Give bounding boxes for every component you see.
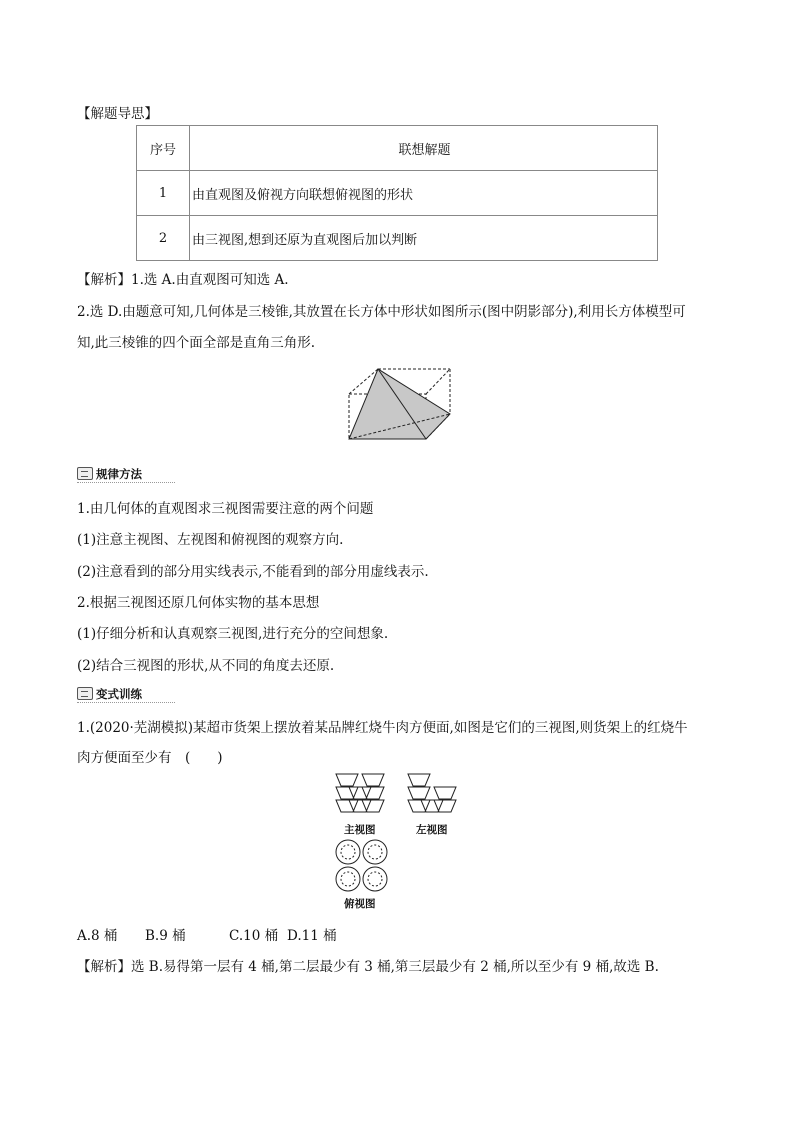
guide-header: 【解题导思】 xyxy=(77,106,158,122)
question-text: 肉方便面至少有 ( ) xyxy=(77,750,223,766)
note-icon xyxy=(77,467,93,480)
left-view-label: 左视图 xyxy=(416,824,448,836)
method-item: (2)结合三视图的形状,从不同的角度去还原. xyxy=(77,658,335,674)
analysis-text: 1.选 A.由直观图可知选 A. xyxy=(131,272,289,288)
option-a: A.8 桶 xyxy=(77,928,118,944)
guide-table xyxy=(136,125,658,261)
method-item: 2.根据三视图还原几何体实物的基本思想 xyxy=(77,595,320,611)
answer-text: 选 B.易得第一层有 4 桶,第二层最少有 3 桶,第三层最少有 2 桶,所以至少有 9 桶,故选 B. xyxy=(131,959,659,975)
practice-tag-label: 变式训练 xyxy=(96,686,142,701)
table-cell: 由三视图,想到还原为直观图后加以判断 xyxy=(190,216,658,261)
method-item: 1.由几何体的直观图求三视图需要注意的两个问题 xyxy=(77,501,374,517)
front-view-figure xyxy=(334,772,388,816)
table-cell: 由直观图及俯视方向联想俯视图的形状 xyxy=(190,171,658,216)
left-view-figure xyxy=(406,772,460,816)
box-edge xyxy=(426,369,450,394)
top-view-label: 俯视图 xyxy=(344,898,376,910)
answer-label: 【解析】 xyxy=(77,959,131,975)
question-text: 1.(2020·芜湖模拟)某超市货架上摆放着某品牌红烧牛肉方便面,如图是它们的三视图,则货架上的红烧牛 xyxy=(77,720,688,736)
top-view-figure xyxy=(334,838,390,894)
pyramid-shadow xyxy=(349,369,450,439)
table-cell: 2 xyxy=(137,216,190,261)
option-c: C.10 桶 xyxy=(229,928,279,944)
methods-tag-label: 规律方法 xyxy=(96,466,142,481)
note-icon xyxy=(77,687,93,700)
analysis-line: 知,此三棱锥的四个面全部是直角三角形. xyxy=(77,335,316,351)
table-header-row xyxy=(137,126,658,171)
method-item: (1)注意主视图、左视图和俯视图的观察方向. xyxy=(77,532,344,548)
method-item: (2)注意看到的部分用实线表示,不能看到的部分用虚线表示. xyxy=(77,564,429,580)
table-row xyxy=(137,216,658,261)
options-row xyxy=(77,924,337,944)
practice-tag xyxy=(77,686,142,701)
table-row xyxy=(137,171,658,216)
analysis-label: 【解析】 xyxy=(77,272,131,288)
method-item: (1)仔细分析和认真观察三视图,进行充分的空间想象. xyxy=(77,626,389,642)
front-view-label: 主视图 xyxy=(344,824,376,836)
analysis-line: 2.选 D.由题意可知,几何体是三棱锥,其放置在长方体中形状如图所示(图中阴影部分),利用长方体模型可 xyxy=(77,304,686,320)
table-cell: 1 xyxy=(137,171,190,216)
answer-line xyxy=(77,955,659,975)
table-header-cell: 联想解题 xyxy=(190,126,658,171)
methods-tag xyxy=(77,466,142,481)
table-header-cell: 序号 xyxy=(137,126,190,171)
option-b: B.9 桶 xyxy=(145,928,186,944)
option-d: D.11 桶 xyxy=(287,928,337,944)
pyramid-in-box-figure xyxy=(344,364,456,444)
analysis-line xyxy=(77,268,289,288)
